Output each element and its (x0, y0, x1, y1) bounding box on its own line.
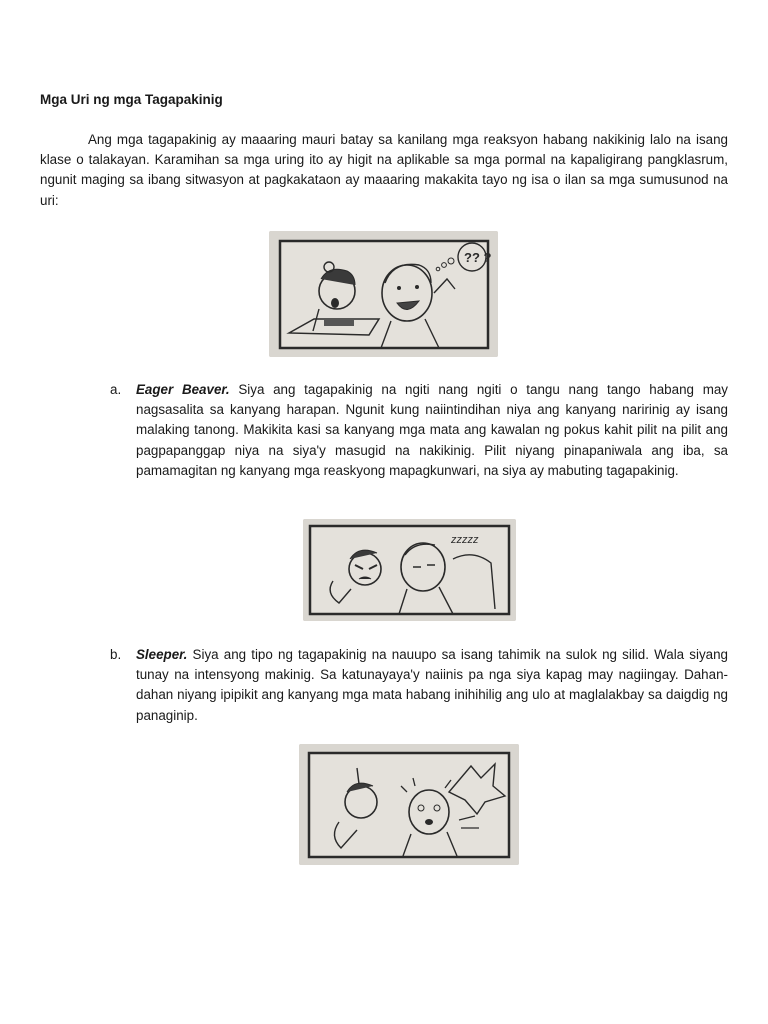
eager-beaver-illustration (269, 231, 498, 357)
intro-paragraph: Ang mga tagapakinig ay maaaring mauri batay sa kanilang mga reaksyon habang nakikinig lalo na isang klase o talakayan. Karamihan sa mga uring ito ay higit na aplikable sa mga pormal na kapaligirang pangklasrum, ngunit maging sa ibang sitwasyon at pagkakataon ay maaaring makakita tayo ng isa o ilan sa mga sumusunod na uri: (40, 132, 728, 208)
list-marker-b: b. (110, 647, 122, 662)
third-listener-illustration (299, 744, 519, 865)
term-sleeper: Sleeper. (136, 647, 188, 662)
list-item-sleeper (110, 645, 728, 726)
description-sleeper: Siya ang tipo ng tagapakinig na nauupo sa isang tahimik na sulok ng silid. Wala siyang tunay na intensyong makinig. Sa katunayaya'y naiinis pa nga siya kapag may nagiingay. Dahan-dahan niyang ipipikit ang kanyang mga mata habang inihihilig ang ulo at maglalakbay sa daigdig ng panaginip. (136, 647, 728, 723)
term-eager-beaver: Eager Beaver. (136, 382, 230, 397)
third-listener-drawing (299, 744, 519, 865)
page-title: Mga Uri ng mga Tagapakinig (40, 92, 223, 107)
list-item-body-b (136, 645, 728, 726)
list-item-body-a (136, 380, 728, 481)
sleeper-drawing (303, 519, 516, 621)
description-eager-beaver: Siya ang tagapakinig na ngiti nang ngiti o tangu nang tango habang may nagsasalita sa kanyang harapan. Ngunit kung naiintindihan niya ang kanyang naririnig ay isang malaking tanong. Makikita kasi sa kanyang mga mata ang kawalan ng pokus kahit pilit na pilit ang pagpapanggap niya na siya'y masugid na nakikinig. Pilit niyang pinapaniwala ang iba, sa pamamagitan ng kanyang mga reaskyong mapagkunwari, na siya ay mabuting tagapakinig. (136, 382, 728, 478)
list-marker-a: a. (110, 382, 122, 397)
thought-bubble-text: ?? ? (464, 250, 492, 265)
sleeper-illustration (303, 519, 516, 621)
snore-text: zzzzz (451, 534, 479, 546)
eager-beaver-drawing (269, 231, 498, 357)
list-item-eager-beaver (110, 380, 728, 481)
